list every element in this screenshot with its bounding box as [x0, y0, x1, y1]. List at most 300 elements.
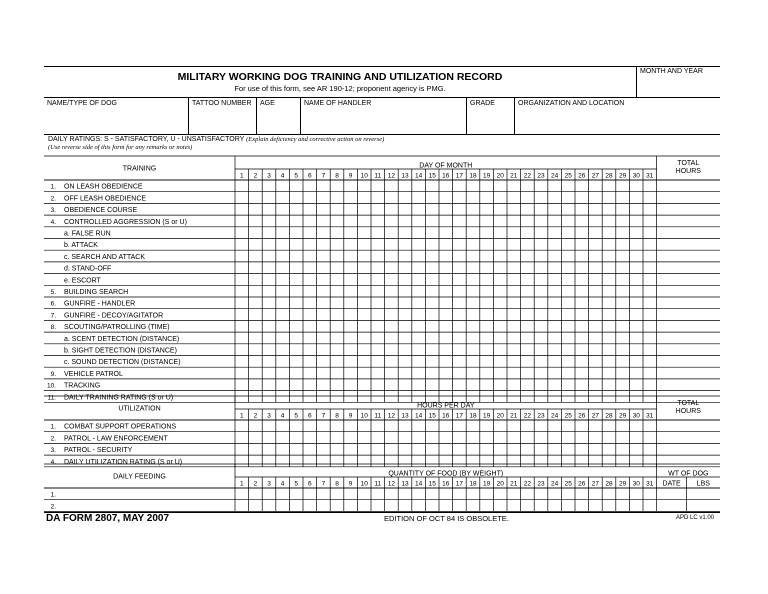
training-cell[interactable]: [330, 297, 344, 309]
training-cell[interactable]: [466, 332, 480, 344]
training-cell[interactable]: [249, 344, 263, 356]
utilization-cell[interactable]: [534, 455, 548, 467]
utilization-cell[interactable]: [262, 420, 276, 432]
training-cell[interactable]: [602, 262, 616, 274]
feeding-cell[interactable]: [589, 488, 603, 500]
training-cell[interactable]: [249, 320, 263, 332]
feeding-cell[interactable]: [466, 500, 480, 512]
training-total-cell[interactable]: [657, 320, 720, 332]
training-cell[interactable]: [602, 227, 616, 239]
training-cell[interactable]: [629, 391, 643, 403]
training-cell[interactable]: [548, 203, 562, 215]
training-cell[interactable]: [289, 262, 303, 274]
training-cell[interactable]: [453, 250, 467, 262]
feeding-cell[interactable]: [521, 500, 535, 512]
training-cell[interactable]: [548, 391, 562, 403]
training-cell[interactable]: [439, 227, 453, 239]
training-cell[interactable]: [249, 274, 263, 286]
training-total-cell[interactable]: [657, 227, 720, 239]
training-cell[interactable]: [235, 356, 249, 368]
training-cell[interactable]: [480, 379, 494, 391]
utilization-cell[interactable]: [575, 455, 589, 467]
training-cell[interactable]: [629, 262, 643, 274]
feeding-cell[interactable]: [412, 488, 426, 500]
training-cell[interactable]: [344, 262, 358, 274]
dog-name-field[interactable]: NAME/TYPE OF DOG: [47, 100, 118, 107]
utilization-cell[interactable]: [412, 420, 426, 432]
feeding-cell[interactable]: [643, 488, 657, 500]
training-cell[interactable]: [262, 391, 276, 403]
training-cell[interactable]: [276, 332, 290, 344]
feeding-cell[interactable]: [276, 500, 290, 512]
training-cell[interactable]: [317, 332, 331, 344]
training-cell[interactable]: [493, 239, 507, 251]
training-cell[interactable]: [561, 320, 575, 332]
training-cell[interactable]: [276, 227, 290, 239]
training-cell[interactable]: [507, 391, 521, 403]
training-cell[interactable]: [643, 274, 657, 286]
training-cell[interactable]: [466, 215, 480, 227]
training-cell[interactable]: [507, 250, 521, 262]
training-cell[interactable]: [589, 215, 603, 227]
feeding-cell[interactable]: [398, 500, 412, 512]
training-cell[interactable]: [412, 274, 426, 286]
training-cell[interactable]: [589, 320, 603, 332]
training-cell[interactable]: [385, 274, 399, 286]
handler-name-field[interactable]: NAME OF HANDLER: [300, 98, 466, 134]
training-cell[interactable]: [398, 309, 412, 321]
training-cell[interactable]: [398, 332, 412, 344]
utilization-cell[interactable]: [235, 443, 249, 455]
training-cell[interactable]: [493, 297, 507, 309]
training-cell[interactable]: [534, 239, 548, 251]
training-cell[interactable]: [317, 215, 331, 227]
training-cell[interactable]: [357, 274, 371, 286]
training-cell[interactable]: [521, 203, 535, 215]
training-cell[interactable]: [303, 227, 317, 239]
training-cell[interactable]: [616, 180, 630, 192]
utilization-cell[interactable]: [262, 443, 276, 455]
training-cell[interactable]: [235, 309, 249, 321]
training-cell[interactable]: [561, 332, 575, 344]
training-cell[interactable]: [425, 391, 439, 403]
training-cell[interactable]: [317, 274, 331, 286]
training-cell[interactable]: [317, 320, 331, 332]
training-cell[interactable]: [289, 344, 303, 356]
training-cell[interactable]: [276, 215, 290, 227]
training-cell[interactable]: [521, 262, 535, 274]
training-total-cell[interactable]: [657, 192, 720, 204]
training-cell[interactable]: [575, 309, 589, 321]
utilization-cell[interactable]: [317, 443, 331, 455]
training-cell[interactable]: [289, 274, 303, 286]
training-cell[interactable]: [507, 344, 521, 356]
training-cell[interactable]: [466, 320, 480, 332]
training-cell[interactable]: [262, 262, 276, 274]
training-cell[interactable]: [521, 227, 535, 239]
training-cell[interactable]: [276, 239, 290, 251]
training-cell[interactable]: [276, 274, 290, 286]
training-cell[interactable]: [575, 344, 589, 356]
training-cell[interactable]: [344, 344, 358, 356]
training-cell[interactable]: [575, 356, 589, 368]
utilization-cell[interactable]: [507, 432, 521, 444]
training-cell[interactable]: [249, 379, 263, 391]
training-cell[interactable]: [643, 192, 657, 204]
training-cell[interactable]: [439, 250, 453, 262]
training-cell[interactable]: [412, 367, 426, 379]
training-cell[interactable]: [330, 356, 344, 368]
training-cell[interactable]: [276, 262, 290, 274]
training-cell[interactable]: [371, 215, 385, 227]
training-cell[interactable]: [480, 332, 494, 344]
training-cell[interactable]: [425, 344, 439, 356]
training-cell[interactable]: [589, 309, 603, 321]
training-cell[interactable]: [589, 367, 603, 379]
training-cell[interactable]: [330, 180, 344, 192]
feeding-cell[interactable]: [453, 500, 467, 512]
training-cell[interactable]: [616, 320, 630, 332]
training-cell[interactable]: [548, 344, 562, 356]
training-cell[interactable]: [534, 367, 548, 379]
training-cell[interactable]: [330, 215, 344, 227]
feeding-cell[interactable]: [249, 500, 263, 512]
training-cell[interactable]: [425, 379, 439, 391]
training-cell[interactable]: [344, 215, 358, 227]
training-cell[interactable]: [643, 285, 657, 297]
training-cell[interactable]: [317, 356, 331, 368]
utilization-cell[interactable]: [371, 455, 385, 467]
training-cell[interactable]: [289, 203, 303, 215]
training-cell[interactable]: [385, 285, 399, 297]
training-cell[interactable]: [453, 297, 467, 309]
training-cell[interactable]: [425, 356, 439, 368]
training-cell[interactable]: [453, 239, 467, 251]
utilization-cell[interactable]: [643, 432, 657, 444]
training-cell[interactable]: [493, 379, 507, 391]
utilization-cell[interactable]: [385, 420, 399, 432]
utilization-cell[interactable]: [493, 443, 507, 455]
training-cell[interactable]: [643, 203, 657, 215]
training-cell[interactable]: [521, 285, 535, 297]
feeding-cell[interactable]: [371, 488, 385, 500]
training-cell[interactable]: [262, 379, 276, 391]
training-cell[interactable]: [344, 203, 358, 215]
utilization-cell[interactable]: [561, 455, 575, 467]
training-cell[interactable]: [548, 262, 562, 274]
feeding-cell[interactable]: [493, 488, 507, 500]
utilization-cell[interactable]: [344, 443, 358, 455]
training-cell[interactable]: [575, 250, 589, 262]
utilization-cell[interactable]: [589, 443, 603, 455]
training-cell[interactable]: [480, 320, 494, 332]
training-cell[interactable]: [453, 180, 467, 192]
training-cell[interactable]: [385, 309, 399, 321]
training-cell[interactable]: [507, 215, 521, 227]
training-cell[interactable]: [412, 285, 426, 297]
training-cell[interactable]: [521, 215, 535, 227]
training-cell[interactable]: [276, 192, 290, 204]
training-cell[interactable]: [317, 203, 331, 215]
utilization-cell[interactable]: [249, 420, 263, 432]
utilization-cell[interactable]: [534, 443, 548, 455]
training-cell[interactable]: [589, 227, 603, 239]
feeding-cell[interactable]: [303, 500, 317, 512]
training-cell[interactable]: [589, 239, 603, 251]
training-cell[interactable]: [303, 391, 317, 403]
training-cell[interactable]: [602, 274, 616, 286]
training-cell[interactable]: [398, 391, 412, 403]
training-cell[interactable]: [439, 332, 453, 344]
training-cell[interactable]: [344, 250, 358, 262]
training-cell[interactable]: [480, 344, 494, 356]
training-cell[interactable]: [398, 379, 412, 391]
utilization-cell[interactable]: [575, 443, 589, 455]
training-cell[interactable]: [575, 379, 589, 391]
utilization-cell[interactable]: [548, 455, 562, 467]
training-cell[interactable]: [303, 192, 317, 204]
utilization-cell[interactable]: [317, 455, 331, 467]
training-cell[interactable]: [602, 332, 616, 344]
training-cell[interactable]: [330, 309, 344, 321]
training-cell[interactable]: [398, 239, 412, 251]
training-cell[interactable]: [425, 274, 439, 286]
training-cell[interactable]: [276, 356, 290, 368]
training-cell[interactable]: [330, 344, 344, 356]
training-cell[interactable]: [480, 262, 494, 274]
training-cell[interactable]: [317, 309, 331, 321]
feeding-cell[interactable]: [602, 500, 616, 512]
training-cell[interactable]: [289, 309, 303, 321]
training-total-cell[interactable]: [657, 367, 720, 379]
feeding-cell[interactable]: [303, 488, 317, 500]
utilization-total-cell[interactable]: [657, 455, 720, 467]
training-cell[interactable]: [262, 309, 276, 321]
training-cell[interactable]: [439, 262, 453, 274]
training-cell[interactable]: [507, 367, 521, 379]
training-cell[interactable]: [425, 239, 439, 251]
utilization-cell[interactable]: [303, 455, 317, 467]
training-cell[interactable]: [561, 309, 575, 321]
training-cell[interactable]: [507, 274, 521, 286]
training-cell[interactable]: [466, 309, 480, 321]
training-cell[interactable]: [344, 309, 358, 321]
training-cell[interactable]: [629, 356, 643, 368]
training-cell[interactable]: [439, 274, 453, 286]
training-cell[interactable]: [616, 332, 630, 344]
training-cell[interactable]: [602, 297, 616, 309]
training-cell[interactable]: [589, 356, 603, 368]
training-cell[interactable]: [453, 192, 467, 204]
training-cell[interactable]: [425, 332, 439, 344]
training-cell[interactable]: [289, 332, 303, 344]
training-cell[interactable]: [575, 274, 589, 286]
training-cell[interactable]: [629, 297, 643, 309]
training-cell[interactable]: [602, 215, 616, 227]
utilization-cell[interactable]: [453, 432, 467, 444]
training-cell[interactable]: [371, 274, 385, 286]
feeding-cell[interactable]: [235, 500, 249, 512]
training-cell[interactable]: [357, 309, 371, 321]
utilization-cell[interactable]: [303, 420, 317, 432]
training-cell[interactable]: [507, 285, 521, 297]
utilization-cell[interactable]: [507, 420, 521, 432]
training-cell[interactable]: [548, 215, 562, 227]
training-cell[interactable]: [439, 192, 453, 204]
training-cell[interactable]: [507, 203, 521, 215]
training-cell[interactable]: [575, 332, 589, 344]
training-cell[interactable]: [289, 391, 303, 403]
training-cell[interactable]: [602, 239, 616, 251]
training-cell[interactable]: [561, 203, 575, 215]
training-cell[interactable]: [548, 356, 562, 368]
utilization-cell[interactable]: [521, 432, 535, 444]
training-cell[interactable]: [548, 297, 562, 309]
training-cell[interactable]: [344, 367, 358, 379]
utilization-cell[interactable]: [398, 420, 412, 432]
training-cell[interactable]: [534, 262, 548, 274]
training-cell[interactable]: [330, 250, 344, 262]
feeding-cell[interactable]: [262, 500, 276, 512]
training-cell[interactable]: [439, 320, 453, 332]
training-cell[interactable]: [357, 239, 371, 251]
training-cell[interactable]: [385, 180, 399, 192]
utilization-cell[interactable]: [453, 443, 467, 455]
training-cell[interactable]: [289, 356, 303, 368]
training-cell[interactable]: [249, 367, 263, 379]
feeding-cell[interactable]: [357, 500, 371, 512]
training-cell[interactable]: [344, 285, 358, 297]
utilization-cell[interactable]: [521, 455, 535, 467]
training-cell[interactable]: [439, 239, 453, 251]
utilization-cell[interactable]: [425, 455, 439, 467]
training-cell[interactable]: [534, 379, 548, 391]
training-cell[interactable]: [357, 344, 371, 356]
training-total-cell[interactable]: [657, 285, 720, 297]
utilization-cell[interactable]: [548, 420, 562, 432]
training-cell[interactable]: [589, 297, 603, 309]
training-cell[interactable]: [303, 344, 317, 356]
training-cell[interactable]: [480, 297, 494, 309]
training-cell[interactable]: [357, 332, 371, 344]
utilization-cell[interactable]: [357, 420, 371, 432]
training-total-cell[interactable]: [657, 356, 720, 368]
training-cell[interactable]: [371, 239, 385, 251]
training-cell[interactable]: [453, 309, 467, 321]
training-cell[interactable]: [235, 192, 249, 204]
training-cell[interactable]: [344, 239, 358, 251]
feeding-cell[interactable]: [589, 500, 603, 512]
training-cell[interactable]: [521, 332, 535, 344]
training-cell[interactable]: [589, 344, 603, 356]
training-cell[interactable]: [289, 367, 303, 379]
training-cell[interactable]: [480, 192, 494, 204]
training-cell[interactable]: [398, 192, 412, 204]
training-cell[interactable]: [534, 215, 548, 227]
training-cell[interactable]: [629, 180, 643, 192]
training-cell[interactable]: [575, 297, 589, 309]
utilization-cell[interactable]: [521, 420, 535, 432]
training-cell[interactable]: [398, 285, 412, 297]
training-cell[interactable]: [249, 227, 263, 239]
utilization-cell[interactable]: [330, 443, 344, 455]
feeding-cell[interactable]: [466, 488, 480, 500]
utilization-cell[interactable]: [602, 443, 616, 455]
utilization-cell[interactable]: [412, 455, 426, 467]
utilization-cell[interactable]: [629, 443, 643, 455]
feeding-cell[interactable]: [249, 488, 263, 500]
training-cell[interactable]: [303, 203, 317, 215]
training-total-cell[interactable]: [657, 250, 720, 262]
training-cell[interactable]: [493, 332, 507, 344]
training-cell[interactable]: [480, 227, 494, 239]
training-cell[interactable]: [398, 356, 412, 368]
training-cell[interactable]: [249, 215, 263, 227]
training-cell[interactable]: [548, 192, 562, 204]
training-cell[interactable]: [534, 203, 548, 215]
utilization-cell[interactable]: [235, 455, 249, 467]
training-cell[interactable]: [575, 180, 589, 192]
training-cell[interactable]: [425, 320, 439, 332]
feeding-cell[interactable]: [344, 500, 358, 512]
training-cell[interactable]: [249, 309, 263, 321]
training-cell[interactable]: [262, 274, 276, 286]
training-cell[interactable]: [602, 180, 616, 192]
training-cell[interactable]: [643, 250, 657, 262]
feeding-cell[interactable]: [425, 500, 439, 512]
feeding-cell[interactable]: [398, 488, 412, 500]
training-cell[interactable]: [371, 262, 385, 274]
training-cell[interactable]: [249, 297, 263, 309]
training-cell[interactable]: [235, 250, 249, 262]
training-cell[interactable]: [289, 285, 303, 297]
training-cell[interactable]: [629, 274, 643, 286]
training-cell[interactable]: [493, 367, 507, 379]
training-cell[interactable]: [371, 379, 385, 391]
training-cell[interactable]: [561, 250, 575, 262]
training-total-cell[interactable]: [657, 239, 720, 251]
training-cell[interactable]: [425, 215, 439, 227]
feeding-cell[interactable]: [235, 488, 249, 500]
utilization-cell[interactable]: [439, 420, 453, 432]
training-cell[interactable]: [249, 203, 263, 215]
training-cell[interactable]: [643, 239, 657, 251]
training-cell[interactable]: [643, 379, 657, 391]
training-cell[interactable]: [235, 367, 249, 379]
training-cell[interactable]: [289, 227, 303, 239]
training-total-cell[interactable]: [657, 332, 720, 344]
training-cell[interactable]: [303, 356, 317, 368]
feeding-cell[interactable]: [548, 488, 562, 500]
training-cell[interactable]: [317, 344, 331, 356]
training-cell[interactable]: [548, 250, 562, 262]
training-cell[interactable]: [235, 379, 249, 391]
training-cell[interactable]: [439, 379, 453, 391]
training-cell[interactable]: [480, 356, 494, 368]
utilization-cell[interactable]: [629, 420, 643, 432]
training-cell[interactable]: [643, 215, 657, 227]
utilization-cell[interactable]: [398, 455, 412, 467]
training-cell[interactable]: [589, 332, 603, 344]
utilization-cell[interactable]: [480, 455, 494, 467]
training-cell[interactable]: [602, 203, 616, 215]
training-cell[interactable]: [561, 367, 575, 379]
training-cell[interactable]: [412, 192, 426, 204]
training-cell[interactable]: [398, 215, 412, 227]
training-cell[interactable]: [534, 192, 548, 204]
training-cell[interactable]: [371, 180, 385, 192]
training-cell[interactable]: [466, 262, 480, 274]
